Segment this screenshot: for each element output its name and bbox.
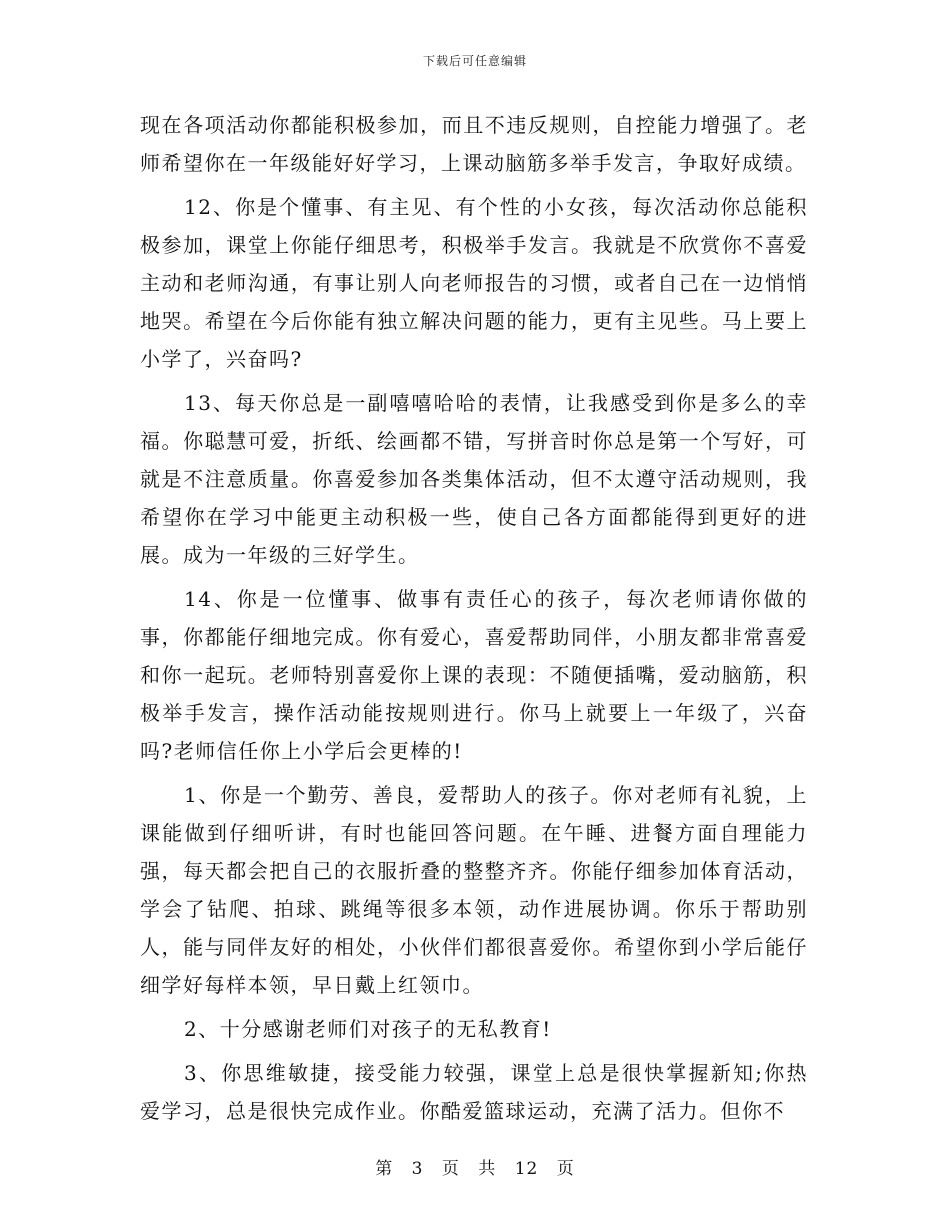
page-footer bbox=[0, 1154, 950, 1179]
paragraph-2: 2、十分感谢老师们对孩子的无私教育! bbox=[184, 1017, 552, 1041]
paragraph-3: 3、你思维敏捷，接受能力较强，课堂上总是很快掌握新知;你热爱学习，总是很快完成作业。你酷爱篮球运动，充满了活力。但你不 bbox=[140, 1061, 808, 1123]
paragraph-12: 12、你是个懂事、有主见、有个性的小女孩，每次活动你总能积极参加，课堂上你能仔细思考，积极举手发言。我就是不欣赏你不喜爱主动和老师沟通，有事让别人向老师报告的习惯，或者自己在一边悄悄地哭。希望在今后你能有独立解决问题的能力，更有主见些。马上要上小学了，兴奋吗? bbox=[140, 195, 808, 371]
document-body bbox=[140, 106, 808, 1130]
footer-current-page: 3 bbox=[411, 1159, 424, 1179]
paragraph-14: 14、你是一位懂事、做事有责任心的孩子，每次老师请你做的事，你都能仔细地完成。你有爱心，喜爱帮助同伴，小朋友都非常喜爱和你一起玩。老师特别喜爱你上课的表现：不随便插嘴，爱动脑筋，积极举手发言，操作活动能按规则进行。你马上就要上一年级了，兴奋吗?老师信任你上小学后会更棒的! bbox=[140, 587, 808, 763]
footer-label-gong: 共 bbox=[478, 1159, 497, 1179]
page-header: 下载后可任意编辑 bbox=[422, 54, 527, 68]
paragraph-1: 1、你是一个勤劳、善良，爱帮助人的孩子。你对老师有礼貌，上课能做到仔细听讲，有时也能回答问题。在午睡、进餐方面自理能力强，每天都会把自己的衣服折叠的整整齐齐。你能仔细参加体育活动，学会了钻爬、拍球、跳绳等很多本领，动作进展协调。你乐于帮助别人，能与同伴友好的相处，小伙伴们都很喜爱你。希望你到小学后能仔细学好每样本领，早日戴上红领巾。 bbox=[140, 783, 808, 997]
footer-total-pages: 12 bbox=[514, 1159, 539, 1179]
footer-label-di: 第 bbox=[375, 1159, 394, 1179]
footer-label-ye-2: 页 bbox=[556, 1159, 575, 1179]
footer-label-ye: 页 bbox=[441, 1159, 460, 1179]
paragraph-continuation: 现在各项活动你都能积极参加，而且不违反规则，自控能力增强了。老师希望你在一年级能好好学习，上课动脑筋多举手发言，争取好成绩。 bbox=[140, 113, 808, 175]
paragraph-13: 13、每天你总是一副嘻嘻哈哈的表情，让我感受到你是多么的幸福。你聪慧可爱，折纸、绘画都不错，写拼音时你总是第一个写好，可就是不注意质量。你喜爱参加各类集体活动，但不太遵守活动规则，我希望你在学习中能更主动积极一些，使自己各方面都能得到更好的进展。成为一年级的三好学生。 bbox=[140, 391, 808, 567]
